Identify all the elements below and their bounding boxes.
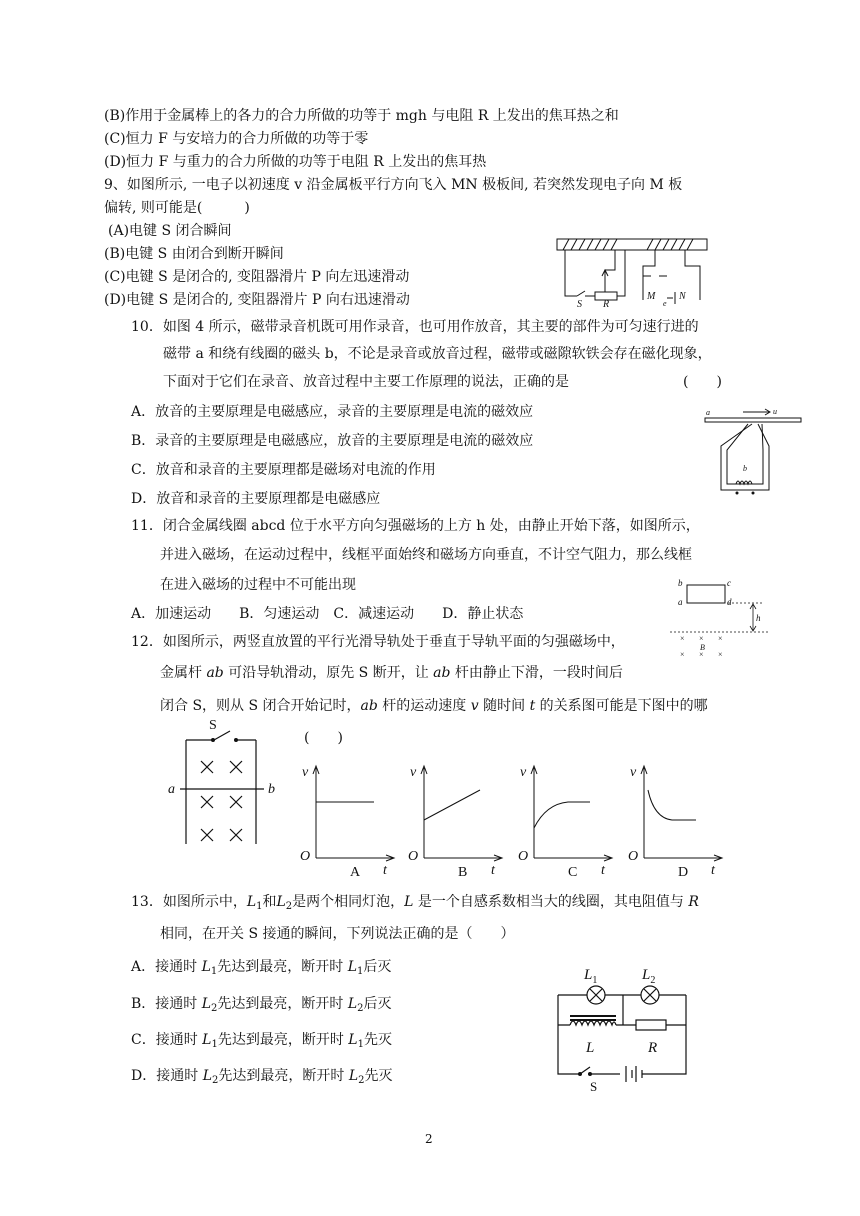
q9-solenoid-circuit-figure [555,236,710,308]
q12-vt-graph-a [298,758,398,878]
q12-vt-graph-b [406,758,506,878]
graph-a-v-label: v [302,765,309,780]
q10-stem-line1: 10．如图 4 所示，磁带录音机既可用作录音，也可用作放音，其主要的部件为可匀速行进的 [131,319,699,335]
q11-falling-coil-figure [670,575,770,667]
svg-text:×: × [718,650,723,659]
q11-fig-label-d: d [727,597,732,607]
q9-fig-label-e: e [663,299,667,308]
graph-a-caption: A [350,865,361,878]
q10-stem-line3: 下面对于它们在录音、放音过程中主要工作原理的说法，正确的是 [163,374,569,390]
q12-vt-graph-d [626,758,726,878]
graph-c-t-label: t [601,863,605,878]
q9-option-a: (A)电键 S 闭合瞬间 [108,223,232,239]
graph-b-origin-label: O [408,849,419,864]
q10-answer-blank: ( ) [683,374,722,390]
q12-stem-line3: 闭合 S，则从 S 闭合开始记时，ab 杆的运动速度 v 随时间 t 的关系图可能是下图中的哪 [160,698,708,714]
q11-fig-label-b: b [678,578,683,588]
svg-text:×: × [699,634,704,643]
graph-c-caption: C [568,865,578,878]
q10-fig-label-b: b [743,464,747,473]
q10-fig-label-u: u [773,407,777,416]
q13-stem-line2: 相同，在开关 S 接通的瞬间，下列说法正确的是（ ） [160,926,515,942]
q13-fig-label-s: S [590,1079,598,1092]
q10-option-d: D．放音和录音的主要原理都是电磁感应 [131,491,381,507]
q13-stem-line1: 13．如图所示中，$L_1$和$L_2$是两个相同灯泡，L 是一个自感系数相当大的线圈，其电阻值与 R [131,894,699,912]
page-number: 2 [425,1132,433,1146]
q12-fig-label-b: b [268,782,275,797]
q10-magnetic-head-figure [703,402,803,497]
q13-option-d: D．接通时 $L_2$先达到最亮，断开时 $L_2$先灭 [131,1068,393,1086]
q9-option-c: (C)电键 S 是闭合的, 变阻器滑片 P 向左迅速滑动 [104,269,410,285]
q12-answer-blank: ( ) [304,730,343,746]
q9-fig-label-n: N [679,291,686,302]
q8-option-d: (D)恒力 F 与重力的合力所做的功等于电阻 R 上发出的焦耳热 [104,154,487,170]
svg-text:×: × [718,634,723,643]
q11-fig-label-field-b: B [700,643,705,652]
q13-option-b: B．接通时 $L_2$先达到最亮，断开时 $L_2$后灭 [131,996,392,1014]
q11-fig-label-c: c [727,578,731,588]
q13-fig-label-l2: $L_2$ [642,967,656,986]
graph-c-origin-label: O [518,849,529,864]
q12-vt-graph-c [516,758,616,878]
graph-b-v-label: v [410,765,417,780]
q13-option-a: A．接通时 $L_1$先达到最亮，断开时 $L_1$后灭 [131,959,392,977]
q10-option-b: B．录音的主要原理是电磁感应，放音的主要原理是电流的磁效应 [131,433,534,449]
graph-a-t-label: t [383,863,387,878]
svg-text:×: × [680,634,685,643]
q9-option-b: (B)电键 S 由闭合到断开瞬间 [104,246,284,262]
graph-a-origin-label: O [300,849,311,864]
q11-stem-line2: 并进入磁场，在运动过程中，线框平面始终和磁场方向垂直，不计空气阻力，那么线框 [160,547,692,563]
graph-b-caption: B [458,865,468,878]
graph-c-v-label: v [520,765,527,780]
q11-fig-label-a: a [678,597,683,607]
graph-d-origin-label: O [628,849,639,864]
q12-rail-circuit-figure [160,716,285,846]
q8-option-b: (B)作用于金属棒上的各力的合力所做的功等于 mgh 与电阻 R 上发出的焦耳热之和 [104,108,619,124]
q12-stem-line1: 12．如图所示，两竖直放置的平行光滑导轨处于垂直于导轨平面的匀强磁场中， [131,634,625,650]
q9-fig-label-s: S [577,299,582,308]
q9-fig-label-m: M [647,291,656,302]
graph-d-v-label: v [630,765,637,780]
q10-stem-line2: 磁带 a 和绕有线圈的磁头 b，不论是录音或放音过程，磁带或磁隙软铁会存在磁化现象， [163,346,712,362]
q11-fig-label-h: h [756,613,761,623]
q9-option-d: (D)电键 S 是闭合的, 变阻器滑片 P 向右迅速滑动 [104,292,410,308]
q11-stem-line3: 在进入磁场的过程中不可能出现 [160,577,356,593]
q13-lamp-inductor-circuit-figure [550,962,690,1092]
q9-fig-label-r: R [603,299,610,308]
q9-stem-line1: 9、如图所示, 一电子以初速度 v 沿金属板平行方向飞入 MN 极板间, 若突然发现电子向 M 板 [104,177,683,193]
graph-b-t-label: t [491,863,495,878]
q12-fig-label-a: a [168,782,175,797]
q10-fig-label-a: a [706,408,710,417]
svg-text:×: × [699,650,704,659]
q13-fig-label-l1: $L_1$ [584,967,598,986]
q9-stem-line2: 偏转, 则可能是( ) [104,200,250,216]
q11-options: A．加速运动 B．匀速运动 C．减速运动 D．静止状态 [131,606,524,622]
q8-option-c: (C)恒力 F 与安培力的合力所做的功等于零 [104,131,369,147]
q12-fig-label-s: S [209,718,217,733]
graph-d-t-label: t [711,863,715,878]
q13-fig-label-r: R [648,1040,658,1056]
graph-d-caption: D [678,865,689,878]
q13-option-c: C．接通时 $L_1$先达到最亮，断开时 $L_1$先灭 [131,1032,392,1050]
q10-option-a: A．放音的主要原理是电磁感应，录音的主要原理是电流的磁效应 [131,404,534,420]
q11-stem-line1: 11．闭合金属线圈 abcd 位于水平方向匀强磁场的上方 h 处，由静止开始下落，如图所示， [131,518,700,534]
q13-fig-label-l: L [586,1040,595,1056]
q10-option-c: C．放音和录音的主要原理都是磁场对电流的作用 [131,462,436,478]
q12-stem-line2: 金属杆 ab 可沿导轨滑动，原先 S 断开，让 ab 杆由静止下滑，一段时间后 [160,665,623,681]
svg-text:×: × [680,650,685,659]
